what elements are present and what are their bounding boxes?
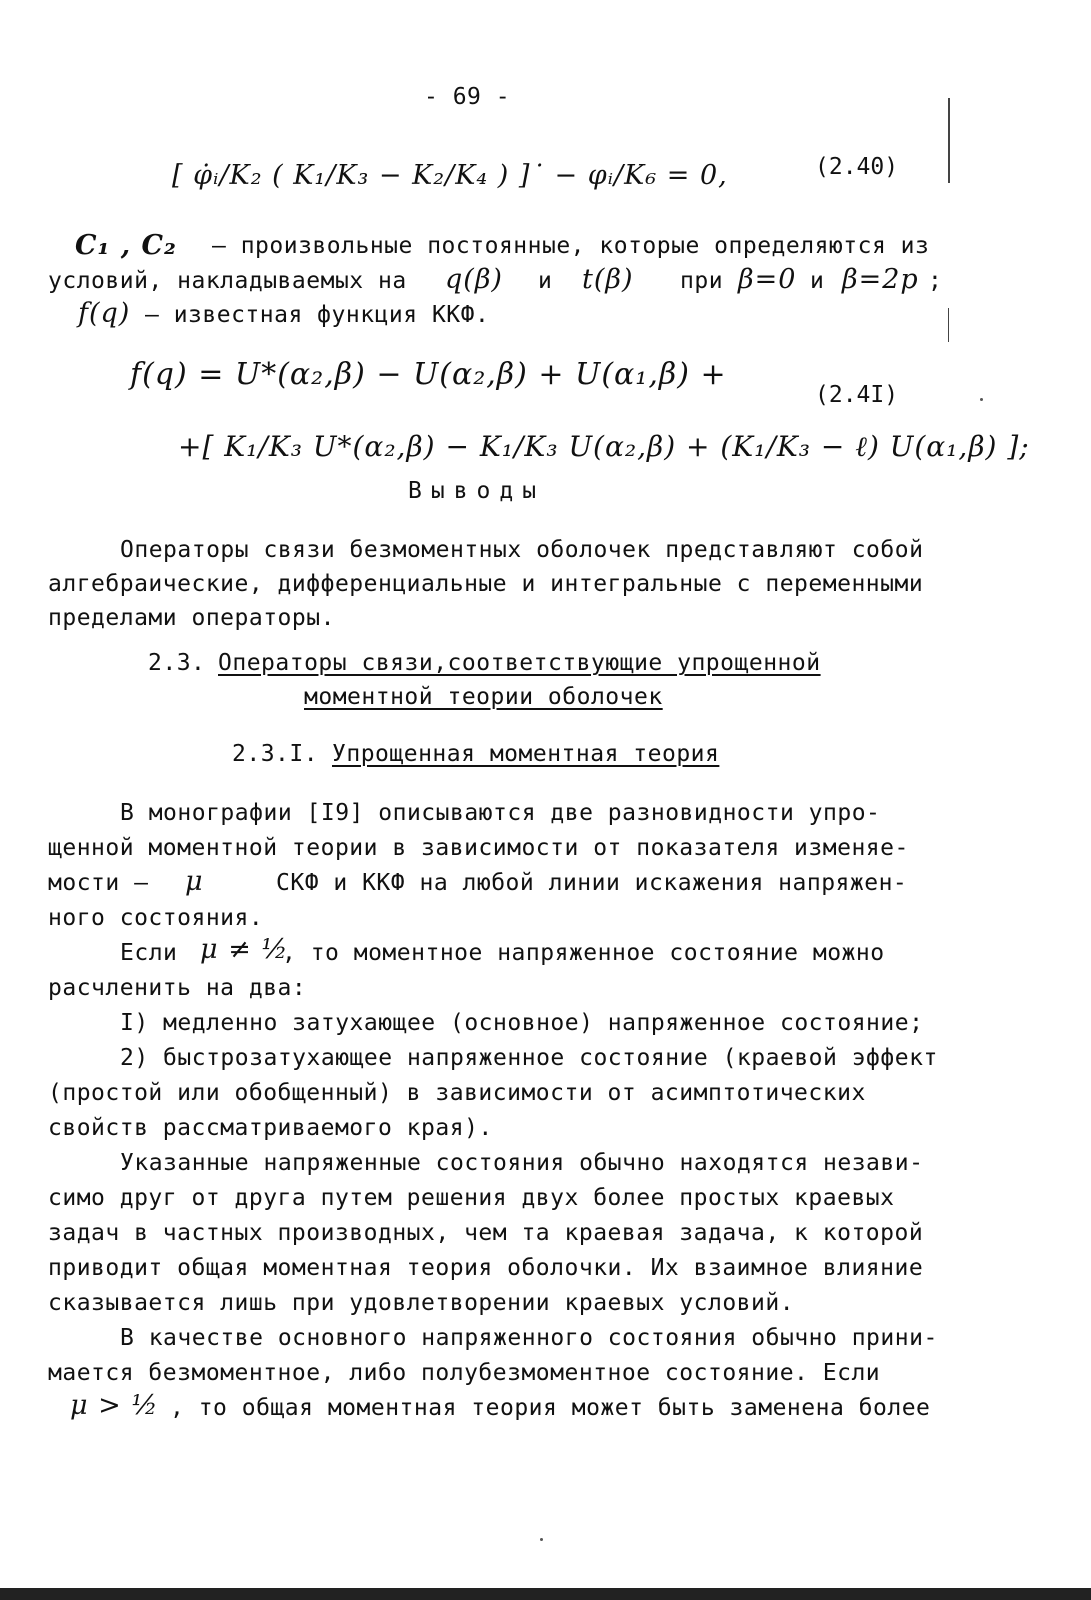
equation-number-2-40: (2.40) bbox=[815, 154, 899, 180]
paragraph-line: приводит общая моментная теория оболочки. Их взаимное влияние bbox=[48, 1255, 924, 1281]
constants-line1: – произвольные постоянные, которые определяются из bbox=[212, 233, 930, 259]
paragraph-line: СКФ и ККФ на любой линии искажения напряжен- bbox=[276, 870, 908, 896]
paragraph-line: сказывается лишь при удовлетворении краевых условий. bbox=[48, 1290, 795, 1316]
paragraph-line: мается безмоментное, либо полубезмоментное состояние. Если bbox=[48, 1360, 881, 1386]
semicolon: ; bbox=[928, 268, 943, 294]
mu-symbol: μ bbox=[185, 866, 204, 897]
equation-number-2-41: (2.4I) bbox=[815, 382, 899, 408]
constants-symbols: C₁ , C₂ bbox=[75, 230, 177, 261]
subsection-title: Упрощенная моментная теория bbox=[332, 741, 720, 767]
paragraph-line: щенной моментной теории в зависимости от показателя изменяе- bbox=[48, 835, 909, 861]
paragraph-line: Если bbox=[120, 940, 178, 966]
list-item-continuation: свойств рассматриваемого края). bbox=[48, 1115, 493, 1141]
and-word: и bbox=[810, 268, 825, 294]
q-beta: q(β) bbox=[445, 264, 503, 295]
mu-condition: μ > ½ bbox=[70, 1390, 159, 1421]
section-title: Операторы связи,соответствующие упрощенной bbox=[218, 650, 821, 676]
beta-zero: β=0 bbox=[738, 264, 797, 295]
page-number: - 69 - bbox=[424, 84, 511, 110]
paragraph-line: , то моментное напряженное состояние можно bbox=[282, 940, 885, 966]
t-beta: t(β) bbox=[582, 264, 634, 295]
paragraph-line: , то общая моментная теория может быть заменена более bbox=[170, 1395, 931, 1421]
conclusions-line: пределами операторы. bbox=[48, 605, 335, 631]
paragraph-line: Указанные напряженные состояния обычно находятся незави- bbox=[120, 1150, 924, 1176]
list-item: I) медленно затухающее (основное) напряженное состояние; bbox=[120, 1010, 924, 1036]
and-word: и bbox=[538, 268, 553, 294]
constants-line3: – известная функция ККФ. bbox=[145, 302, 490, 328]
paragraph-line: симо друг от друга путем решения двух более простых краевых bbox=[48, 1185, 895, 1211]
paragraph-line: расчленить на два: bbox=[48, 975, 307, 1001]
section-title: моментной теории оболочек bbox=[304, 684, 663, 710]
list-item-continuation: (простой или обобщенный) в зависимости от асимптотических bbox=[48, 1080, 866, 1106]
conclusions-line: Операторы связи безмоментных оболочек представляют собой bbox=[120, 537, 924, 563]
scan-speck bbox=[540, 1538, 543, 1541]
equation-2-41-line2: +[ K₁/K₃ U*(α₂,β) − K₁/K₃ U(α₂,β) + (K₁/K₃ − ℓ) U(α₁,β) ]; bbox=[178, 430, 1030, 463]
f-q: f(q) bbox=[78, 298, 131, 329]
conclusions-line: алгебраические, дифференциальные и интегральные с переменными bbox=[48, 571, 924, 597]
conclusions-heading: Выводы bbox=[408, 478, 546, 504]
beta-2p: β=2p bbox=[842, 264, 919, 295]
constants-line2-text: условий, накладываемых на bbox=[48, 268, 407, 294]
paragraph-line: В монографии [I9] описываются две разновидности упро- bbox=[120, 800, 881, 826]
equation-2-40: [ φ̇ᵢ/K₂ ( K₁/K₃ − K₂/K₄ ) ]˙ − φᵢ/K₆ = 0, bbox=[172, 160, 728, 191]
paragraph-line: мости – bbox=[48, 870, 149, 896]
margin-line bbox=[948, 98, 950, 183]
paragraph-line: ного состояния. bbox=[48, 905, 264, 931]
margin-line bbox=[948, 308, 949, 342]
list-item: 2) быстрозатухающее напряженное состояние (краевой эффект bbox=[120, 1045, 938, 1071]
mu-condition: μ ≠ ½ bbox=[200, 934, 289, 965]
scan-bottom-edge bbox=[0, 1588, 1091, 1600]
paragraph-line: В качестве основного напряженного состояния обычно прини- bbox=[120, 1325, 938, 1351]
scan-speck bbox=[980, 398, 983, 401]
at-word: при bbox=[680, 268, 724, 294]
paragraph-line: задач в частных производных, чем та краевая задача, к которой bbox=[48, 1220, 924, 1246]
subsection-number: 2.3.I. bbox=[232, 741, 319, 767]
section-number: 2.3. bbox=[148, 650, 206, 676]
equation-2-41-line1: f(q) = U*(α₂,β) − U(α₂,β) + U(α₁,β) + bbox=[130, 357, 727, 392]
